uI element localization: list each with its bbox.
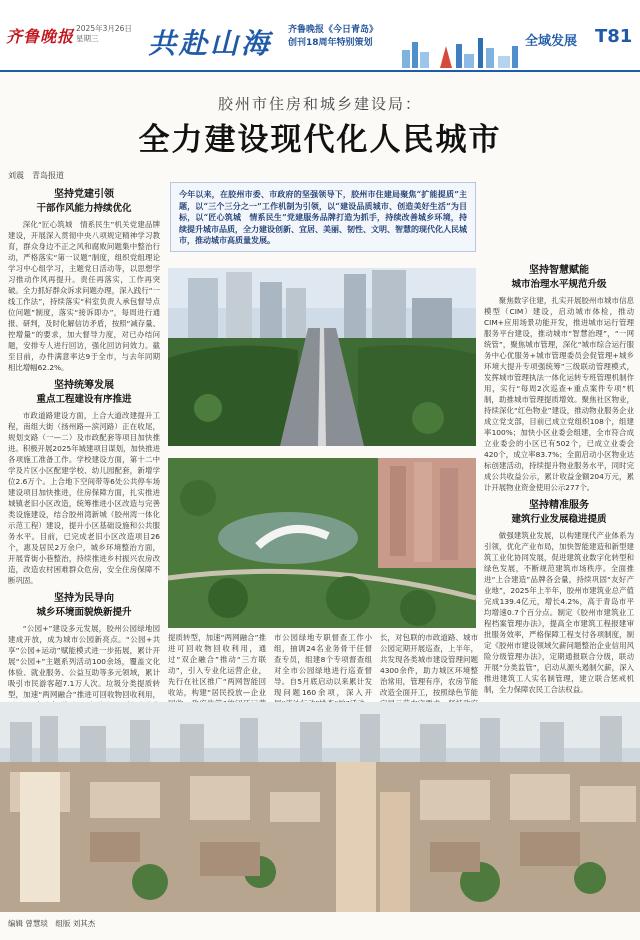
byline: 刘震 青岛报道 [8, 171, 64, 180]
middle-column-2: 市公园绿地专职督查工作小组，抽调24名业务骨干任督查专员，组建8个专项督查组对全市公园绿地进行巡查督导。自5月底启动以来累计发现问题160余项，深入开 [274, 633, 372, 697]
promo-block [288, 24, 378, 50]
article-subhead: 胶州市住房和城乡建设局： [217, 95, 422, 113]
promo-line-1: 齐鲁晚报《今日青岛》 [288, 25, 379, 35]
section-5-subtitle: 建筑行业发展稳进提质 [511, 514, 607, 525]
section-5-title: 坚持精准服务 [529, 500, 589, 511]
middle-column-3: 长，对包联的市政道路、城市公园定期开展巡查，上半年，共发现各类城市建设管理问题4300余件，助力城区环境整治常用，管理有序，农房节能改造全面开工，按照绿色节能 [380, 633, 478, 697]
middle-text-row [168, 632, 478, 704]
section-3-subtitle: 城乡环境面貌焕新提升 [36, 607, 132, 618]
section-5-body: 做强建筑业发展，以构建现代产业体系为引领，优化产业布局，加快智能建造和新型建筑工业化协同发展，促进建筑业数字化转型和绿色发展，不断规范建筑市场秩序。全面推进“上合建造”品牌各会量，持续巩固“友好产业地”，2025年上半年，胶州市建筑业总产值完成139.4亿元，增长4.2%，高于青岛市平均增速0.7个百分点。制定《胶州市建筑业工程档案管理办法》，提高全市建筑工程报建审批服务效率，严格保障工程支付各项制度，制定《胶州市建设领域欠薪问题整治企业信用风险分级管理办法》，定期通报联合分级，联动开展“分类监管”，启动从源头遏制欠薪，深入推进建筑工人实名制管理，建立联合惩戒机制，全力保障农民工合法权益。 [484, 531, 634, 694]
section-4-body: 聚焦数字住建，扎实开展胶州市城市信息模型（CIM）建设，启动城市体检，推动CIM+应用场景功能开发，推进城市运行管理服务平台建设，推动城市“智慧治理”，“一网统管”，聚焦城市管理，深化“城市综合运行服务中心优服务+城市管理委员会促管理+城乡环境大提升专项强统筹”三级联动管理模式，发挥城市管理执法一体化运转专班管理机制作用，实行“每周2次巡查+重点案件专项”机制，助推城市管理提质增效。聚焦社区物业，持续深化“红色物业”建设，推动物业服务企业成立党支部，目前已成立党组织108个，组建率100%；加快小区业委会组建，全市符合成立业委会的小区已有502个，已成立业委会420个，成立率83.7%；全面启动小区物业达标创建活动，持续提升物业服务水平，同时完成公共收益公示，累计收益金额204万元，累计开展物业资金使用公示277个。 [484, 296, 634, 492]
page-number: T81 [595, 26, 633, 47]
photo-aerial-boulevard-image [168, 268, 476, 446]
article-headline: 全力建设现代化人民城市 [138, 122, 502, 158]
section-1-body: 深化“匠心筑城 情系民生”机关党建品牌建设，开展深入贯彻中央八项规定精神学习教育，群众身边不正之风和腐败问题集中整治行动，严格落实“第一议题”制度，组织党组理论学习中心组学习，主题党日活动等，以思想学习推动作风再提升。责任再落实，工作再突破。全力抓好群众诉求问题办理，深入践行“一线工作法”，持续落实“科室负责人承包督导点位问题”制度，落实“接诉即办”，每周进行通报、研判，及时化解信访矛盾，按照“减存量、控增量”的要求，加大督导力度，对已办结问题，安排专人进行回访，强化回访问效力。截至目前，办件满意率达9于全市，与去年同期相比增幅62.2%。 [8, 220, 160, 372]
middle-column-1: 提质转型，加速“两网融合”推进可回收物回收利用，通过“双企融合”推动“三方联动”，引入专业化运营企业，先行在社区推广“两网智能回收站，构建“居民投放—企业 [168, 633, 266, 697]
right-column [484, 180, 634, 770]
section-1-subtitle: 干部作风能力持续优化 [36, 203, 132, 214]
photo-park-image [168, 458, 476, 628]
promo-line-2: 创刊18周年特别策划 [288, 38, 373, 48]
photo-park [168, 458, 476, 628]
date-text: 2025年3月26日 [76, 24, 132, 33]
lead-paragraph: 今年以来，在胶州市委、市政府的坚强领导下，胶州市住建局聚焦“扩能提质”主题，以“三个三分之一”工作机制为引领，以“建设品质城市、创造美好生活”为目标，以“匠心筑城 情系民生”党建服务品牌打造为抓手，持续改善城乡环境，持续提升城市品质，全力建设创新、宜居、美丽、韧性、文明、智慧的现代化人民城市，推动城市高质量发展。 [170, 182, 476, 252]
section-3-body: “公园+”建设多元发展，胶州公园绿地园建成开放，成为城市公园新亮点。“公园+共享”公园+运动”赋能模式进一步拓展，累计开展“公园+”主题系列活动100余场，覆盖文化体验、就业服务、公益互助等多元领域，累计吸引市民游客超7.1万人次。垃圾分类提质转型，加速“两网融合”推进可回收物回收利用， [8, 624, 160, 699]
section-3-title: 坚持为民导向 [54, 593, 114, 604]
photo-city-panorama [0, 702, 640, 912]
skyline-illustration [400, 32, 530, 68]
section-name: 全域发展 [525, 34, 578, 49]
section-4-title: 坚持智慧赋能 [529, 265, 589, 276]
photo-aerial-boulevard [168, 268, 476, 446]
weekday-text: 星期三 [76, 34, 99, 43]
masthead-divider [0, 70, 640, 72]
editor-credits: 编辑 曾慧琰 组版 刘其杰 [8, 919, 96, 928]
special-theme-title: 共赴山海 [148, 27, 273, 60]
section-4-subtitle: 城市治理水平规范升级 [511, 279, 607, 290]
newspaper-logo: 齐鲁晚报 [6, 27, 75, 46]
section-2-title: 坚持统筹发展 [54, 380, 114, 391]
section-2-subtitle: 重点工程建设有序推进 [36, 394, 132, 405]
issue-date [76, 24, 132, 44]
photo-city-panorama-image [0, 702, 640, 912]
section-1-title: 坚持党建引领 [54, 189, 114, 200]
section-2-body: 市政道路建设方面，上合大道改建提升工程，南组大街（扬州路—滨河路）正在收尾，规划支路（一—二）及市政配套等项目加快推进。积极开展2025年城建项目谋划，加快推进各项施工准备工作。学校建设方面，第十二中学及片区小区配建学校、幼儿园配套，新增学位2.6万个。上合地下空间带等6处公共停车场建设项目加快推进，住房保障方面，扎实推进城镇老旧小区改造，统筹推进小区改造与完善类设施建设，结合胶州湾新城（胶州湾一体化示范工程）建设，提升小区基础设施和公共服务水平。目前，已完成老旧小区改造项目26个，惠及居民2万余户，城乡环境整治方面，开展背街小巷整治，持续推进乡村振兴农房改造，改造农村困难群众危房，安全住房保障不断巩固。 [8, 411, 160, 585]
